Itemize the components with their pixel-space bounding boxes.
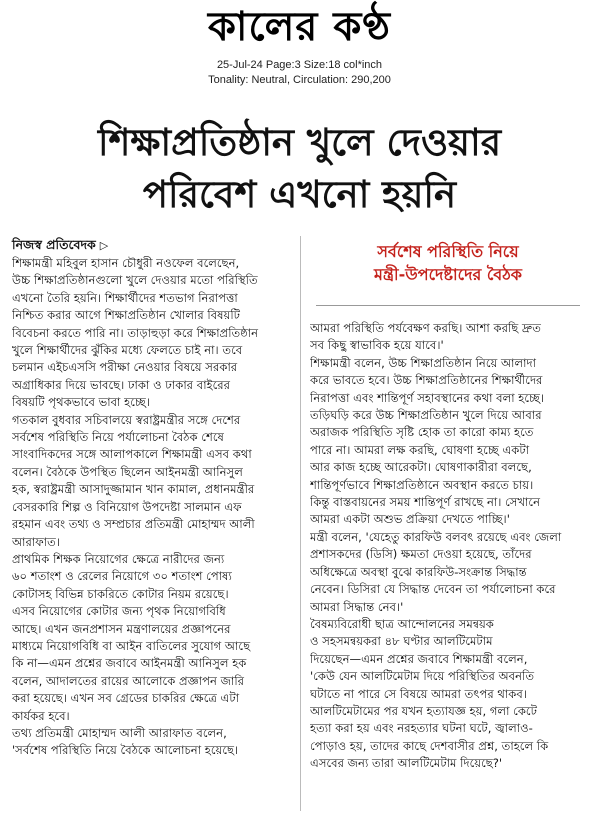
article-line: শিক্ষামন্ত্রী বলেন, উচ্চ শিক্ষাপ্রতিষ্ঠান নিয়ে আলাদা <box>310 355 536 370</box>
headline-line-1: শিক্ষাপ্রতিষ্ঠান খুলে দেওয়ার <box>97 121 502 164</box>
article-line: ৬০ শতাংশ ও রেলের নিয়োগে ৩০ শতাংশ পোষ্য <box>12 569 232 584</box>
article-line: এসবের জন্য তারা আলটিমেটাম দিয়েছে?' <box>310 756 503 771</box>
article-line: কোটাসহ বিভিন্ন চাকরিতে কোটার নিয়ম রয়েছে। <box>12 586 229 601</box>
column-divider <box>300 236 301 811</box>
article-line: করে ভাবতে হবে। উচ্চ শিক্ষাপ্রতিষ্ঠানের শিক্ষার্থীদের <box>310 373 543 388</box>
article-line: বেসরকারি শিল্প ও বিনিয়োগ উপদেষ্টা সালমান এফ <box>12 499 242 514</box>
article-line: শান্তিপূর্ণভাবে শিক্ষাপ্রতিষ্ঠানে অবস্থান করতে চায়। <box>310 477 534 492</box>
article-line: প্রশাসকদের (ডিসি) ক্ষমতা দেওয়া হয়েছে, তাঁদের <box>310 547 532 562</box>
article-line: এসব নিয়োগের কোটার জন্য পৃথক নিয়োগবিধি <box>12 604 226 619</box>
article-line: হত্যা করা হয় এবং নরহত্যার ঘটনা ঘটে, জ্বালাও- <box>310 721 533 736</box>
article-line: সব কিছু স্বাভাবিক হয়ে যাবে।' <box>310 338 444 353</box>
article-line: নিরাপত্তা এবং শান্তিপূর্ণ সহাবস্থানের কথা বলা হচ্ছে। <box>310 390 545 405</box>
article-line: গতকাল বুধবার সচিবালয়ে স্বরাষ্ট্রমন্ত্রীর সঙ্গে দেশের <box>12 412 241 427</box>
article-line: নেবেন। ডিসিরা যে সিদ্ধান্ত দেবেন তা পর্যালোচনা করে <box>310 582 556 597</box>
article-line: বৈষম্যবিরোধী ছাত্র আন্দোলনের সমন্বয়ক <box>310 616 494 631</box>
clip-meta-tonality-circulation: Tonality: Neutral, Circulation: 290,200 <box>208 74 391 86</box>
article-line: খুলে শিক্ষার্থীদের ঝুঁকির মধ্যে ফেলতে চাই না। তবে <box>12 343 243 358</box>
article-line: উচ্চ শিক্ষাপ্রতিষ্ঠানগুলো খুলে দেওয়ার মতো পরিস্থিতি <box>12 273 258 288</box>
article-line: বিষয়টি পৃথকভাবে ভাবা হচ্ছে। <box>12 395 150 410</box>
article-line: অরাজক পরিস্থিতি সৃষ্টি হোক তা কারো কাম্য হতে <box>310 425 534 440</box>
article-line: এখনো তৈরি হয়নি। শিক্ষার্থীদের শতভাগ নিরাপত্তা <box>12 290 238 305</box>
article-line: পারে না। আমরা লক্ষ করছি, ঘোষণা হচ্ছে একটা <box>310 442 530 457</box>
article-line: মাধ্যমে নিয়োগবিধি বা আইন বাতিলের সুযোগ আছে <box>12 638 251 653</box>
masthead <box>0 0 599 58</box>
article-column-1 <box>12 255 290 760</box>
article-line: মন্ত্রী বলেন, 'যেহেতু কারফিউ বলবৎ রয়েছে এবং জেলা <box>310 529 562 544</box>
article-line: আছে। এখন জনপ্রশাসন মন্ত্রণালয়ের প্রজ্ঞাপনের <box>12 621 231 636</box>
article-line: কার্যকর হবে। <box>12 708 70 723</box>
article-line: তথ্য প্রতিমন্ত্রী মোহাম্মদ আলী আরাফাত বলেন, <box>12 725 227 740</box>
play-triangle-icon: ▷ <box>99 239 109 252</box>
subheading-box <box>306 240 590 312</box>
article-line: 'কেউ যেন আলটিমেটাম দিয়ে পরিস্থিতির অবনতি <box>310 669 535 684</box>
subheading-rule <box>316 305 580 306</box>
article-line: বলেন, আদালতের রায়ের আলোকে প্রজ্ঞাপন জারি <box>12 673 245 688</box>
article-line: করা হয়েছে। এখন সব গ্রেডের চাকরির ক্ষেত্রে এটা <box>12 691 240 706</box>
article-line: চলমান এইচএসসি পরীক্ষা নেওয়ার বিষয়ে সরকার <box>12 360 238 375</box>
article-line: কি না—এমন প্রশ্নের জবাবে আইনমন্ত্রী আনিসুল হক <box>12 656 247 671</box>
article-line: দিয়েছেন—এমন প্রশ্নের জবাবে শিক্ষামন্ত্রী বলেন, <box>310 651 528 666</box>
article-line: কিন্তু বাস্তবায়নের সময় শান্তিপূর্ণ রাখছে না। সেখানে <box>310 495 541 510</box>
article-line: ঘটাতে না পারে সে বিষয়ে আমরা তৎপর থাকব। <box>310 686 527 701</box>
article-line: অধিক্ষেত্রে অবস্থা বুঝে কারফিউ-সংক্রান্ত সিদ্ধান্ত <box>310 564 527 579</box>
article-line: বিবেচনা করতে পারি না। তাড়াহুড়া করে শিক্ষাপ্রতিষ্ঠান <box>12 325 259 340</box>
article-line: শিক্ষামন্ত্রী মহিবুল হাসান চৌধুরী নওফেল বলেছেন, <box>12 256 240 270</box>
article-line: আর কাজ হচ্ছে আরেকটা। ঘোষণাকারীরা বলছে, <box>310 460 532 475</box>
article-line: বলেন। বৈঠকে উপস্থিত ছিলেন আইনমন্ত্রী আনিসুল <box>12 464 243 479</box>
article-line: আমরা পরিস্থিতি পর্যবেক্ষণ করছি। আশা করছি দ্রুত <box>310 321 541 335</box>
article-line: প্রাথমিক শিক্ষক নিয়োগের ক্ষেত্রে নারীদের জন্য <box>12 551 225 566</box>
article-column-2 <box>310 320 588 773</box>
article-line: রহমান এবং তথ্য ও সম্প্রচার প্রতিমন্ত্রী মোহাম্মদ আলী <box>12 517 255 532</box>
subheading-line-1: সর্বশেষ পরিস্থিতি নিয়ে <box>377 242 519 261</box>
article-line: ও সহসমন্বয়করা ৪৮ ঘণ্টার আলটিমেটাম <box>310 634 493 649</box>
article-line: আরাফাত। <box>12 534 60 549</box>
article-line: 'সর্বশেষ পরিস্থিতি নিয়ে বৈঠকে আলোচনা হয়েছে। <box>12 743 239 758</box>
byline-text: নিজস্ব প্রতিবেদক <box>12 237 96 252</box>
article-line: আমরা একটা অশুভ প্রক্রিয়া দেখতে পাচ্ছি।' <box>310 512 510 527</box>
article-line: পোড়াও হয়, তাদের কাছে দেশবাসীর প্রশ্ন, তাহলে কি <box>310 738 549 753</box>
article-line: সাংবাদিকদের সঙ্গে আলাপকালে শিক্ষামন্ত্রী এসব কথা <box>12 447 252 462</box>
article-line: অগ্রাধিকার দিয়ে ভাবছে। ঢাকা ও ঢাকার বাইরের <box>12 377 230 392</box>
article-line: আমরা সিদ্ধান্ত নেব।' <box>310 599 404 614</box>
article-line: আলটিমেটামের পর যখন হত্যাযজ্ঞ হয়, গলা কেটে <box>310 703 537 718</box>
byline <box>12 237 108 257</box>
article-line: তড়িঘড়ি করে উচ্চ শিক্ষাপ্রতিষ্ঠান খুলে দিয়ে আবার <box>310 408 542 423</box>
clip-meta-date-page-size: 25-Jul-24 Page:3 Size:18 col*inch <box>216 59 383 71</box>
article-line: নিশ্চিত করার আগে শিক্ষাপ্রতিষ্ঠান খোলার বিষয়টি <box>12 308 241 323</box>
article-line: সর্বশেষ পরিস্থিতি নিয়ে পর্যালোচনা বৈঠক শেষে <box>12 430 224 445</box>
headline-line-2: পরিবেশ এখনো হয়নি <box>142 173 457 216</box>
newspaper-logo: কালের কণ্ঠ <box>207 4 392 50</box>
subheading-line-2: মন্ত্রী-উপদেষ্টাদের বৈঠক <box>374 265 522 284</box>
article-line: হক, স্বরাষ্ট্রমন্ত্রী আসাদুজ্জামান খান কামাল, প্রধানমন্ত্রীর <box>12 482 255 497</box>
